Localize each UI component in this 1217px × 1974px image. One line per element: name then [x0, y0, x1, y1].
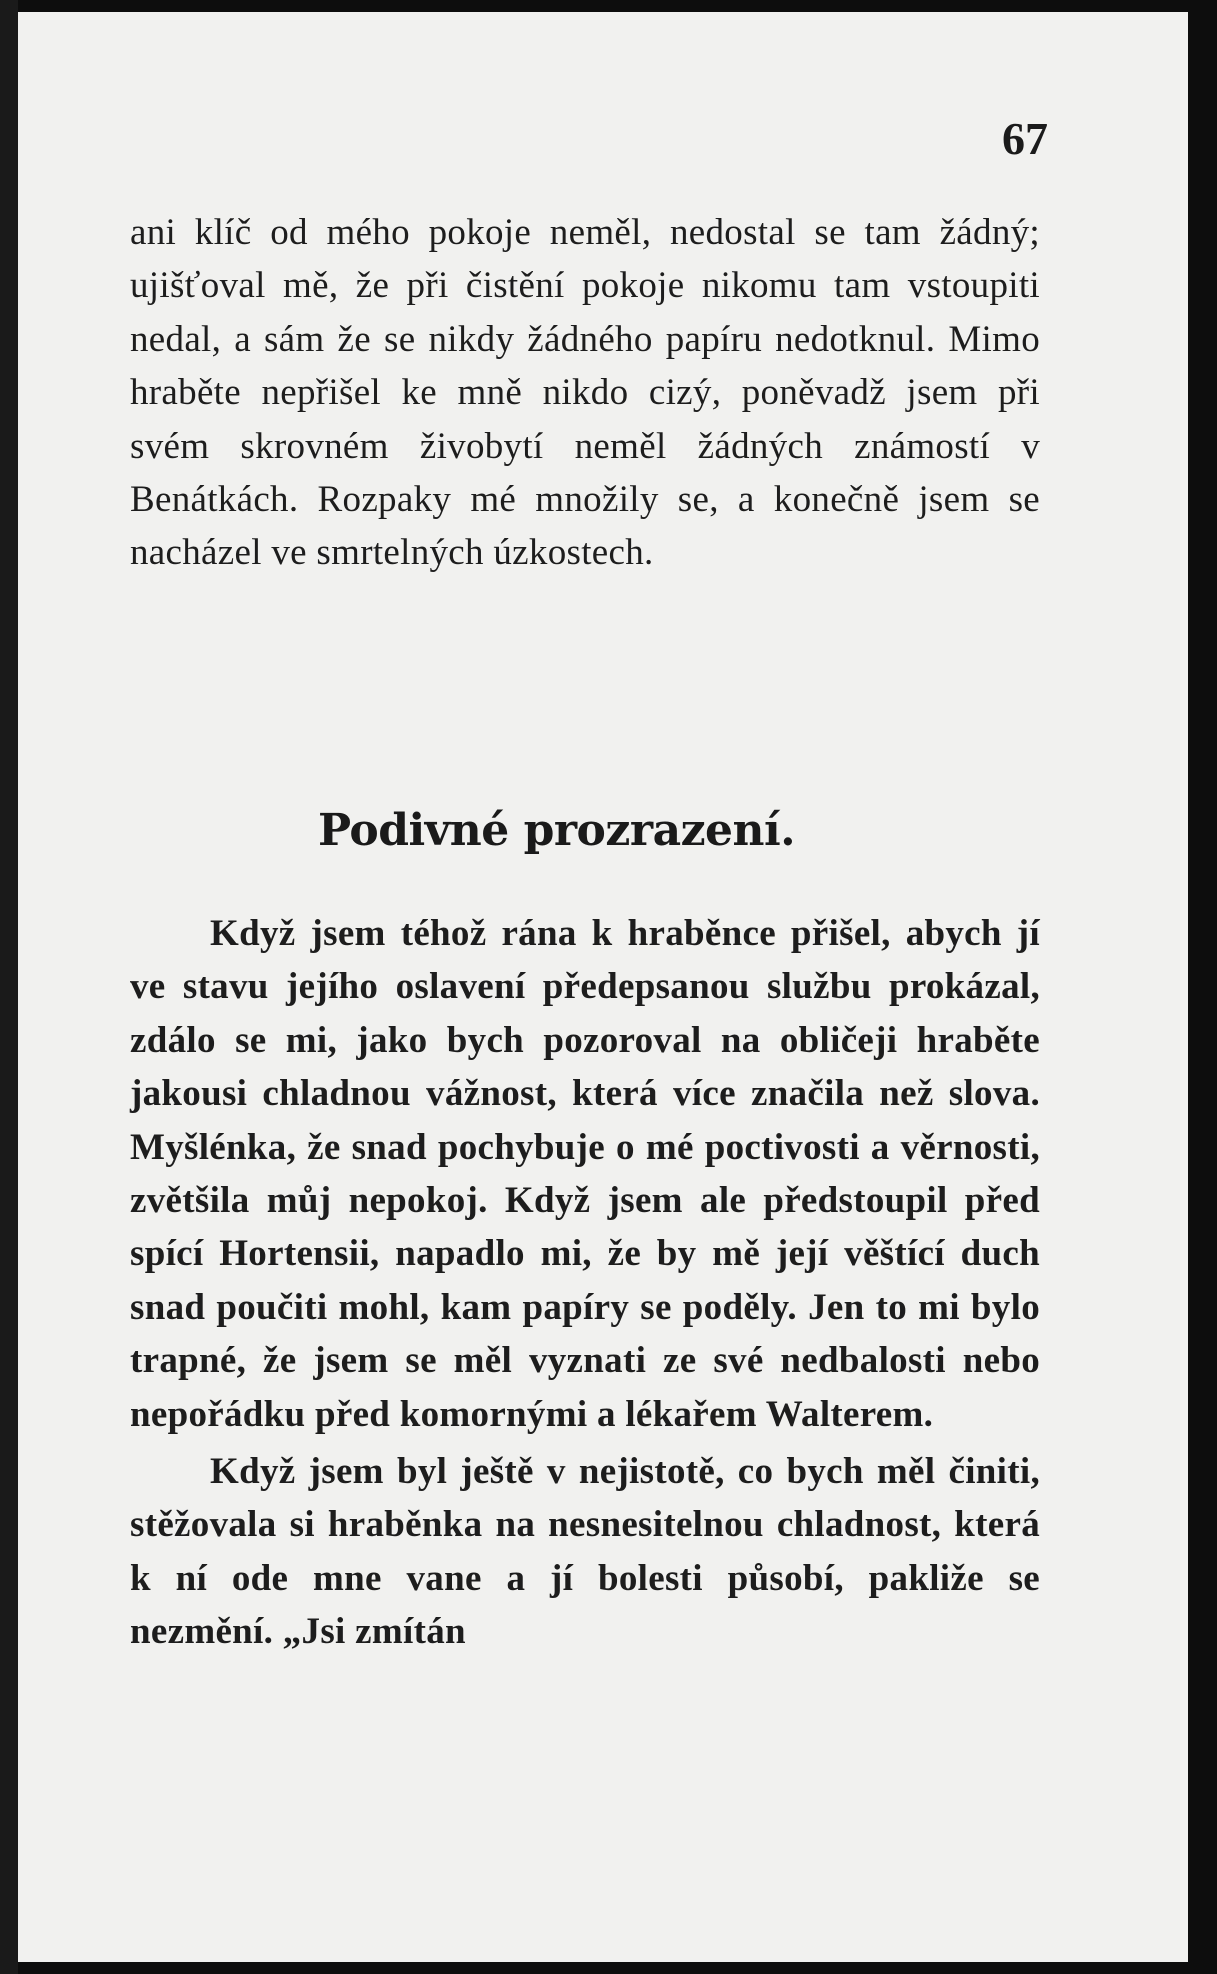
section-body	[130, 907, 1040, 1659]
section-heading: Podivné prozrazení.	[318, 805, 796, 856]
book-page	[18, 12, 1188, 1962]
paragraph-continued	[130, 206, 1040, 580]
paragraph-2: Když jsem byl ještě v nejistotě, co bych měl činiti, stěžovala si hraběnka na nesnesitelnou chladnost, která k ní ode mne vane a jí bolesti působí, pakliže se nezmění. „Jsi zmítán	[130, 1451, 1040, 1653]
scan-left-edge	[0, 0, 18, 1974]
paragraph-text: ani klíč od mého pokoje neměl, nedostal se tam žádný; ujišťoval mě, že při čistění pokoje nikomu tam vstoupiti nedal, a sám že se nikdy žádného papíru nedotknul. Mimo hraběte nepřišel ke mně nikdo cizý, poněvadž jsem při svém skrovném živobytí neměl žádných známostí v Benátkách. Rozpaky mé množily se, a konečně jsem se nacházel ve smrtelných úzkostech.	[130, 212, 1040, 574]
paragraph-1: Když jsem téhož rána k hraběnce přišel, abych jí ve stavu jejího oslavení předepsanou službu prokázal, zdálo se mi, jako bych pozoroval na obličeji hraběte jakousi chladnou vážnost, která více značila než slova. Myšlénka, že snad pochybuje o mé poctivosti a věrnosti, zvětšila můj nepokoj. Když jsem ale předstoupil před spící Hortensii, napadlo mi, že by mě její věštící duch snad poučiti mohl, kam papíry se poděly. Jen to mi bylo trapné, že jsem se měl vyznati ze své nedbalosti nebo nepořádku před komornými a lékařem Walterem.	[130, 913, 1040, 1435]
page-number: 67	[1002, 113, 1048, 164]
